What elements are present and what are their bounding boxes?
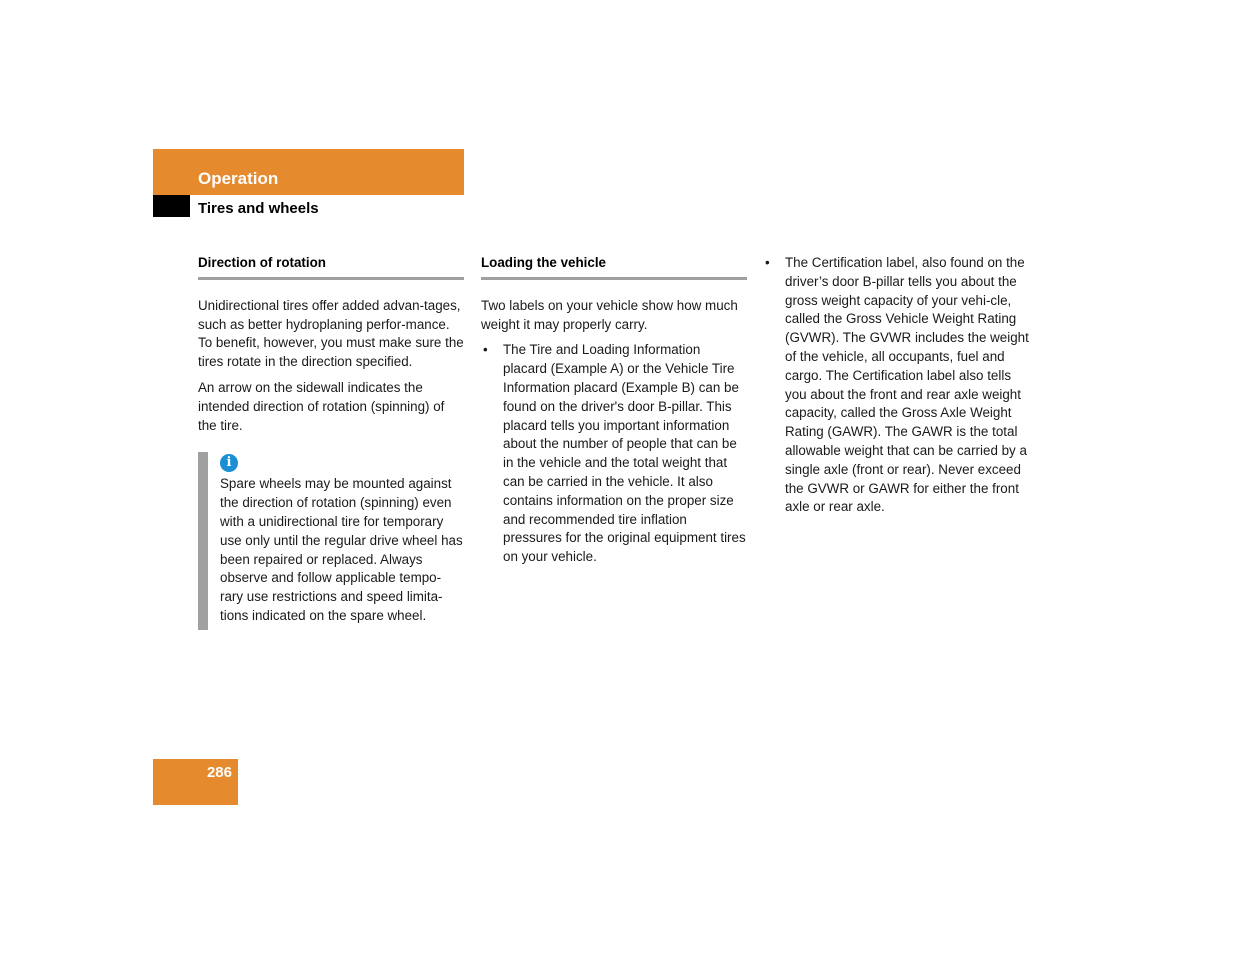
paragraph-two-labels: Two labels on your vehicle show how much weight it may properly carry. [481,297,738,332]
chapter-title: Operation [198,169,279,188]
heading-loading-the-vehicle: Loading the vehicle [481,254,747,280]
paragraph-sidewall-arrow: An arrow on the sidewall indicates the intended direction of rotation (spinning) of the tire. [198,379,445,433]
info-note [198,452,464,629]
list-item [481,341,747,567]
note-side-bar [198,452,208,629]
paragraph-unidirectional-tires: Unidirectional tires offer added advan-tages, such as better hydroplaning perfor-mance. To benefit, however, you must make sure the tires rotate in the direction specified. [198,297,464,370]
bullet-text: The Certification label, also found on the driver’s door B-pillar tells you about the gross weight capacity of your vehi-cle, called the Gross Vehicle Weight Rating (GVWR). The GVWR includes the weight of the vehicle, all occupants, fuel and cargo. The Certification label also tells you about the front and rear axle weight capacity, called the Gross Axle Weight Rating (GAWR). The GAWR is the total allowable weight that can be carried by a single axle (front or rear). Never exceed the GVWR or GAWR for either the front axle or rear axle. [785,255,1029,515]
note-text: Spare wheels may be mounted against the direction of rotation (spinning) even with a unidirectional tire for temporary use only until the regular drive wheel has been repaired or replaced. Always observe and follow applicable tempo-rary use restrictions and speed limita-tions indicated on the spare wheel. [220,476,463,623]
info-icon: i [220,454,238,472]
list-item [763,254,1031,517]
section-title: Tires and wheels [198,200,319,217]
column-certification-label [763,254,1031,524]
heading-direction-of-rotation: Direction of rotation [198,254,464,280]
bullet-list [481,341,747,567]
bullet-icon: • [483,342,488,358]
section-marker [153,195,190,217]
column-direction-of-rotation [198,254,464,630]
bullet-list [763,254,1031,517]
bullet-text: The Tire and Loading Information placard (Example A) or the Vehicle Tire Information placard (Example B) can be found on the driver's door B-pillar. This placard tells you important information about the number of people that can be in the vehicle and the total weight that can be carried in the vehicle. It also contains information on the proper size and recommended tire inflation pressures for the original equipment tires on your vehicle. [503,342,746,565]
column-loading-the-vehicle [481,254,747,574]
bullet-icon: • [765,255,770,270]
page-number: 286 [206,764,232,781]
